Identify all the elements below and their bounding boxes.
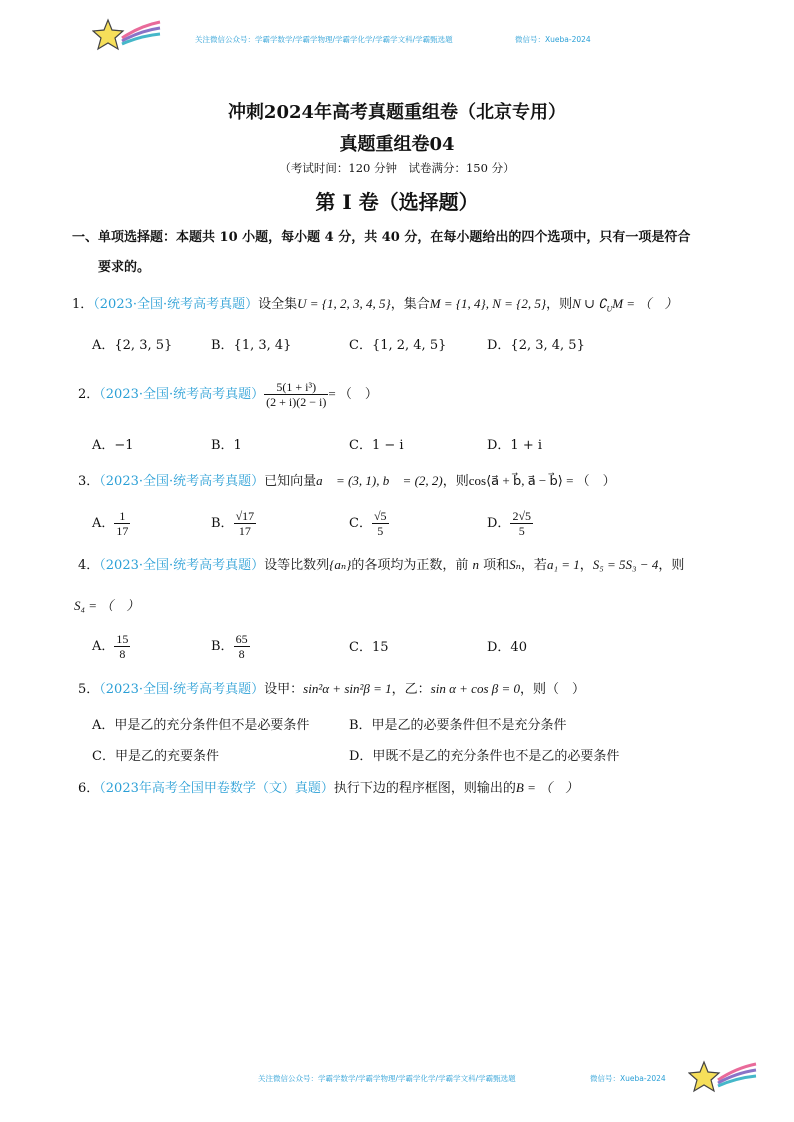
question-3-option-b[interactable]: B． $\frac{√17}{17}$ [211,509,255,538]
question-6-stem: 6．（2023年高考全国甲卷数学（文）真题）执行下边的程序框图，则输出的B = （ ） [78,780,579,796]
question-1-option-a[interactable]: A．{2, 3, 5} [92,338,173,353]
document-title: 冲刺2024年高考真题重组卷（北京专用） [227,102,567,123]
section-heading: 第 I 卷（选择题） [315,190,479,214]
question-2-option-b[interactable]: B．1 [211,438,242,453]
header-wechat: 微信号：Xueba-2024 [515,35,591,44]
question-5-option-b[interactable]: B．甲是乙的必要条件但不是充分条件 [349,718,567,733]
question-3-option-a[interactable]: A． $\frac{1}{17}$ [92,509,129,538]
footer-wechat: 微信号：Xueba-2024 [590,1074,666,1083]
star-logo-icon [92,16,162,58]
question-number: 1． [72,297,94,312]
question-2-option-a[interactable]: A．−1 [92,438,134,453]
exam-info: （考试时间：120 分钟 试卷满分：150 分） [279,161,515,175]
question-1-option-c[interactable]: C．{1, 2, 4, 5} [349,338,447,353]
question-4-stem-line-2: S₄ = （ ） [74,598,140,613]
question-3-option-d[interactable]: D． $\frac{2√5}{5}$ [487,509,532,538]
footer-text: 关注微信公众号：学霸学数学/学霸学物理/学霸学化学/学霸学文科/学霸甄选题 [258,1074,516,1083]
question-2-stem: 2．（2023·全国·统考高考真题） $\frac{\text{5(1 + i³)}}{(2 + i)(2 - i)}$ = （ ） [78,380,378,409]
question-5-option-c[interactable]: C．甲是乙的充要条件 [92,749,219,764]
question-source: （2023·全国·统考高考真题） [93,297,259,312]
document-subtitle: 真题重组卷04 [339,134,455,155]
question-1-option-b[interactable]: B．{1, 3, 4} [211,338,292,353]
question-4-option-c[interactable]: C．15 [349,640,389,655]
question-4-option-b[interactable]: B． $\frac{65}{8}$ [211,632,248,661]
question-5-option-d[interactable]: D．甲既不是乙的充分条件也不是乙的必要条件 [349,749,620,764]
question-3-stem: 3．（2023·全国·统考高考真题）已知向量a⃗ = (3, 1), b⃗ = (2, 2)，则cos⟨a⃗ + b⃗, a⃗ − b⃗⟩ = （ ） [78,473,616,489]
question-3-option-c[interactable]: C． $\frac{√5}{5}$ [349,509,387,538]
question-5-option-a[interactable]: A．甲是乙的充分条件但不是必要条件 [92,718,310,733]
part-intro-line-1: 一、单项选择题：本题共 10 小题，每小题 4 分，共 40 分，在每小题给出的四个选项中，只有一项是符合 [72,230,691,245]
star-logo-icon [688,1058,758,1100]
question-1-stem: 1．（2023·全国·统考高考真题）设全集U = {1, 2, 3, 4, 5}，集合M = {1, 4}, N = {2, 5}，则N ∪ $∁_UM$ = （ ） [72,296,678,314]
question-1-option-d[interactable]: D．{2, 3, 4, 5} [487,338,585,353]
question-2-fraction: $\frac{\text{5(1 + i³)}}{(2 + i)(2 - i)}$ [266,380,327,409]
question-2-option-d[interactable]: D．1 + i [487,438,543,453]
part-intro-line-2: 要求的。 [98,260,151,275]
question-4-option-a[interactable]: A． $\frac{15}{8}$ [92,632,129,661]
question-4-option-d[interactable]: D．40 [487,640,527,655]
question-4-stem: 4．（2023·全国·统考高考真题）设等比数列{aₙ}的各项均为正数，前 n 项和Sₙ，若a₁ = 1，S₅ = 5S₃ − 4，则 [78,557,685,573]
header-text: 关注微信公众号：学霸学数学/学霸学物理/学霸学化学/学霸学文科/学霸甄选题 [195,35,453,44]
question-5-stem: 5．（2023·全国·统考高考真题）设甲：sin²α + sin²β = 1，乙：sin α + cos β = 0，则（ ） [78,681,586,697]
question-2-option-c[interactable]: C．1 − i [349,438,404,453]
